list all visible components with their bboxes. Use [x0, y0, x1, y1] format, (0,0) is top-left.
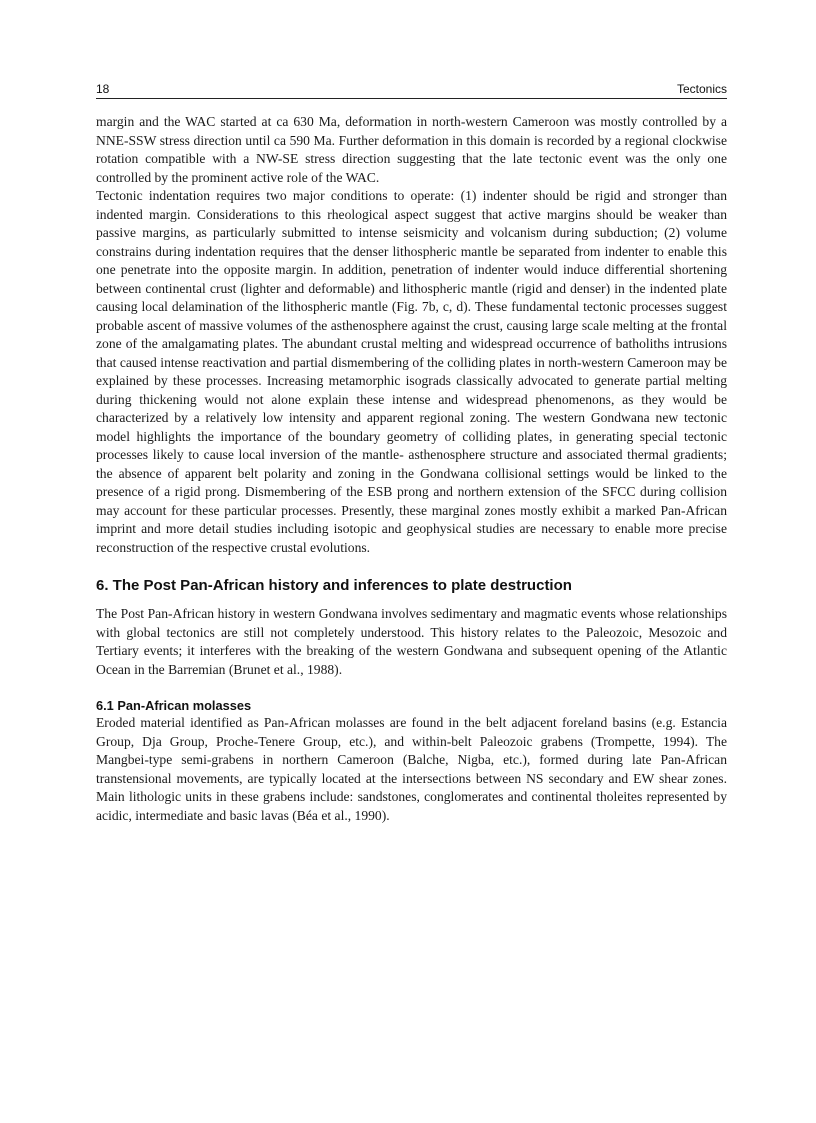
- running-header: [96, 80, 727, 99]
- running-title: Tectonics: [676, 82, 727, 96]
- page-number: 18: [96, 82, 110, 96]
- paragraph-continuation: margin and the WAC started at ca 630 Ma, deformation in north-western Cameroon was mostly controlled by a NNE-SSW stress direction until ca 590 Ma. Further deformation in this domain is recorded by a regional clockwise rotation compatible with a NW-SE stress direction suggesting that the late tectonic event was the only one controlled by the prominent active role of the WAC.: [96, 114, 727, 185]
- section-6-paragraph: The Post Pan-African history in western Gondwana involves sedimentary and magmatic events whose relationships with global tectonics are still not completely understood. This history relates to the Paleozoic, Mesozoic and Tertiary events; it interferes with the breaking of the western Gondwana and subsequent opening of the Atlantic Ocean in the Barremian (Brunet et al., 1988).: [96, 606, 727, 677]
- section-heading-6: 6. The Post Pan-African history and inferences to plate destruction: [96, 577, 572, 594]
- paragraph-tectonic-indentation: Tectonic indentation requires two major conditions to operate: (1) indenter should be rigid and stronger than indented margin. Considerations to this rheological aspect suggest that active margins should be weaker than passive margins, as particularly submitted to intense seismicity and volcanism during subduction; (2) volume constrains during indentation requires that the denser lithospheric mantle be separated from indenter to enable this one penetrate into the opposite margin. In addition, penetration of indenter would induce differential shortening between continental crust (lighter and deformable) and lithospheric mantle (rigid and denser) in the indented plate causing local delamination of the lithospheric mantle (Fig. 7b, c, d). These fundamental tectonic processes suggest probable ascent of massive volumes of the asthenosphere against the crust, causing large scale melting at the frontal zone of the amalgamating plates. The abundant crustal melting and widespread occurrence of batholiths intrusions that caused intense reactivation and partial dismembering of the colliding plates in north-western Cameroon may be explained by these processes. Increasing metamorphic isograds classically advocated to generate partial melting during thickening would not alone explain these intense and widespread phenomenons, as they would be characterized by a relatively low intensity and apparent regional zoning. The western Gondwana new tectonic model highlights the importance of the boundary geometry of colliding plates, in generating special tectonic processes likely to cause local inversion of the mantle- asthenosphere structure and associated thermal gradients; the absence of apparent belt polarity and zoning in the Gondwana collisional settings would be linked to the presence of a rigid prong. Dismembering of the ESB prong and northern extension of the SFCC during collision may account for these particular processes. Presently, these marginal zones mostly exhibit a marked Pan-African imprint and more detail studies including isotopic and geophysical studies are necessary to enable more precise reconstruction of the respective crustal evolutions.: [96, 188, 727, 555]
- subsection-heading-6-1: 6.1 Pan-African molasses: [96, 698, 252, 713]
- subsection-6-1-paragraph: Eroded material identified as Pan-African molasses are found in the belt adjacent foreland basins (e.g. Estancia Group, Dja Group, Proche-Tenere Group, etc.), and within-belt Paleozoic grabens (Trompette, 1994). The Mangbei-type semi-grabens in northern Cameroon (Balche, Nigba, etc.), formed during late Pan-African transtensional movements, are typically located at the intersections between NS secondary and EW shear zones. Main lithologic units in these grabens include: sandstones, conglomerates and continental tholeites represented by acidic, intermediate and basic lavas (Béa et al., 1990).: [96, 715, 727, 823]
- page: [96, 80, 727, 825]
